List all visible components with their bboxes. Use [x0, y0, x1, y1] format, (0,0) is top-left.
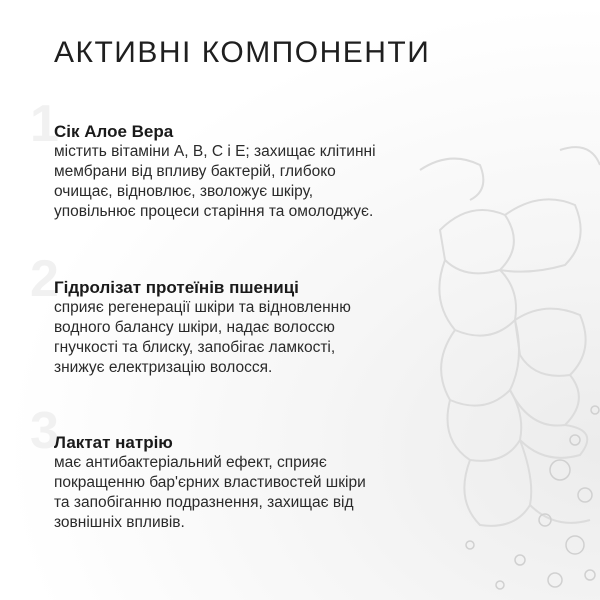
ingredient-description-line: зовнішніх впливів.	[54, 514, 185, 531]
ingredient-number-2: 2	[30, 250, 59, 308]
ingredient-name: Сік Алое Вера	[54, 122, 174, 141]
ingredient-block-1	[54, 122, 434, 222]
ingredient-description-line: мембрани від впливу бактерій, глибоко	[54, 163, 336, 180]
ingredient-description-line: очищає, відновлює, зволожує шкіру,	[54, 183, 314, 200]
ingredient-description-line: сприяє регенерації шкіри та відновленню	[54, 299, 351, 316]
ingredient-description-line: водного балансу шкіри, надає волоссю	[54, 319, 335, 336]
ingredient-number-1: 1	[30, 95, 59, 153]
ingredient-name: Лактат натрію	[54, 433, 173, 452]
ingredient-description-line: знижує електризацію волосся.	[54, 359, 273, 376]
ingredient-name: Гідролізат протеїнів пшениці	[54, 278, 299, 297]
ingredient-block-2	[54, 278, 434, 378]
ingredient-block-3	[54, 433, 434, 533]
ingredient-description-line: має антибактеріальний ефект, сприяє	[54, 454, 327, 471]
ingredient-number-3: 3	[30, 402, 59, 460]
ingredient-description-line: уповільнює процеси старіння та омолоджує.	[54, 203, 374, 220]
ingredient-description-line: містить вітаміни A, B, C і E; захищає клітинні	[54, 143, 376, 160]
ingredient-description-line: та запобіганню подразнення, захищає від	[54, 494, 354, 511]
ingredient-description-line: покращенню бар'єрних властивостей шкіри	[54, 474, 366, 491]
page-title: АКТИВНІ КОМПОНЕНТИ	[54, 36, 431, 69]
ingredient-description-line: гнучкості та блиску, запобігає ламкості,	[54, 339, 336, 356]
